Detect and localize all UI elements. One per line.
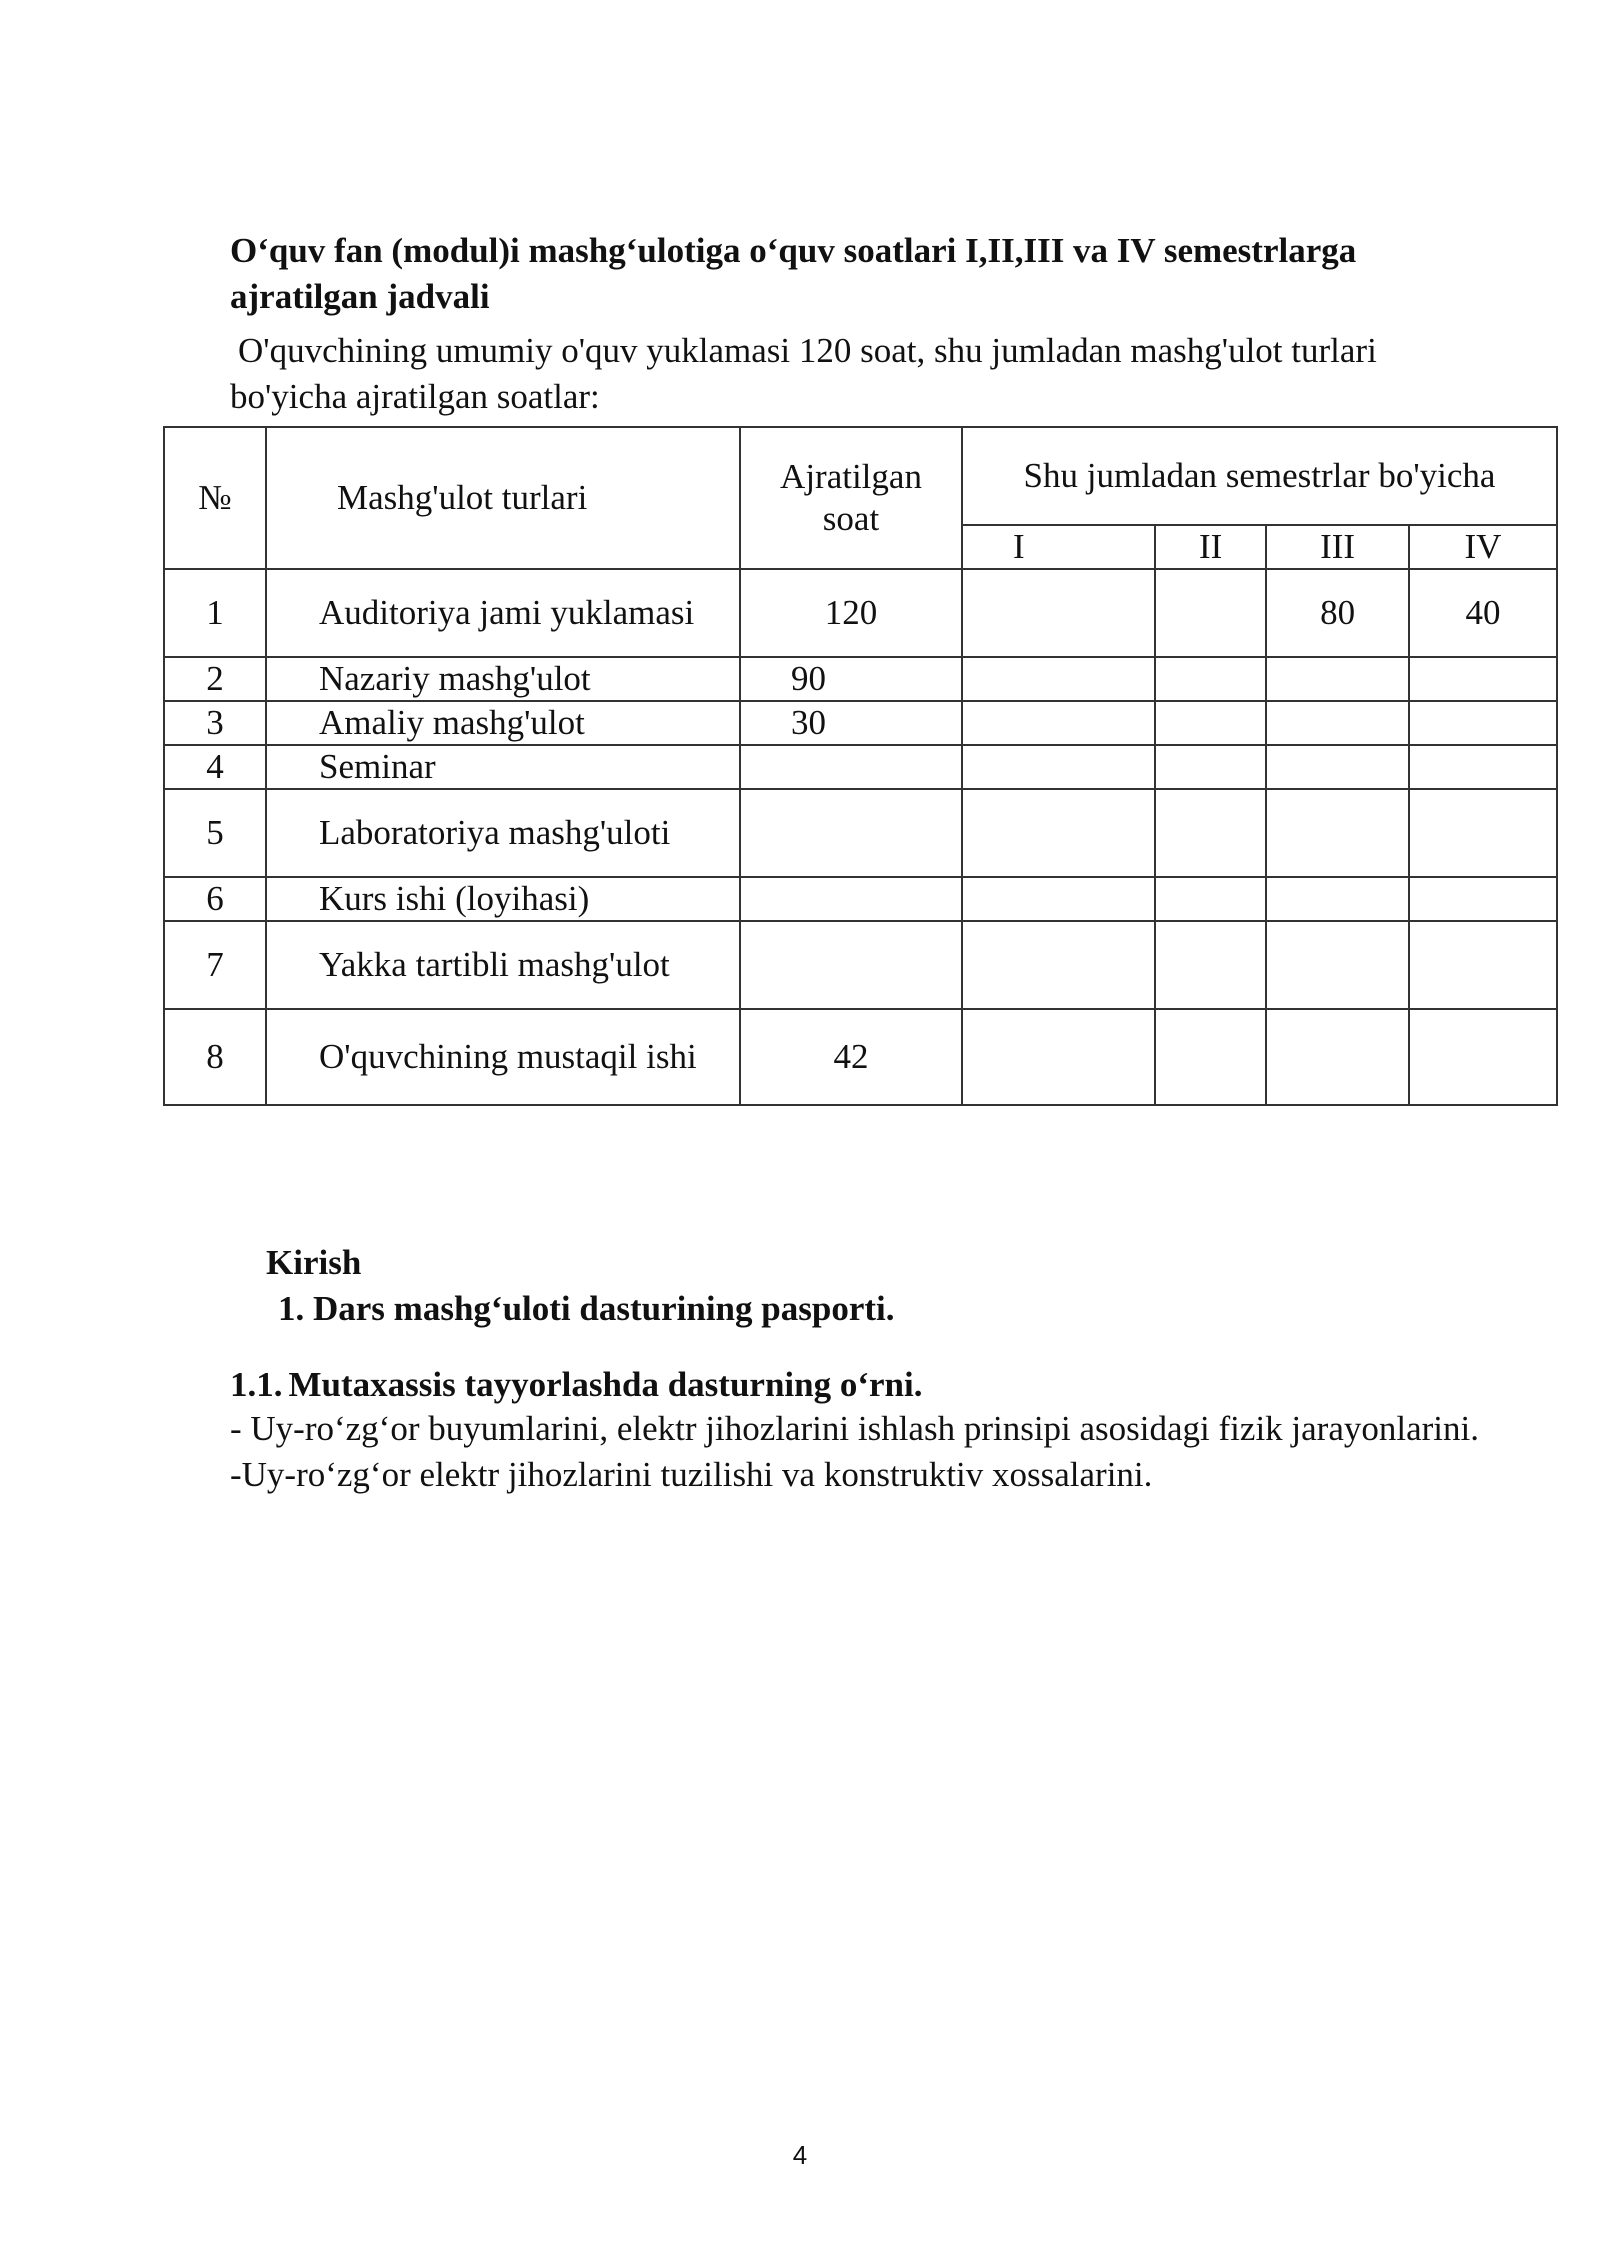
row-hours [740,789,962,877]
row-num: 1 [164,569,266,657]
row-sem-2 [1155,657,1266,701]
row-hours: 90 [740,657,962,701]
row-sem-1 [962,789,1155,877]
row-sem-4 [1409,877,1557,921]
row-hours [740,745,962,789]
subsection-title: Mutaxassis tayyorlashda dasturning o‘rni. [288,1365,923,1404]
row-sem-3 [1266,657,1409,701]
row-sem-3 [1266,921,1409,1009]
row-num: 2 [164,657,266,701]
row-sem-4 [1409,701,1557,745]
row-sem-3 [1266,877,1409,921]
table-row [164,789,1557,877]
row-hours: 42 [740,1009,962,1105]
paragraph: - Uy-ro‘zg‘or buyumlarini, elektr jihozlarini ishlash prinsipi asosidagi fizik jarayonlarini. [230,1409,1479,1448]
header-num: № [164,427,266,569]
table-header-row [164,427,1557,525]
row-num: 3 [164,701,266,745]
row-num: 6 [164,877,266,921]
header-sem-2: II [1155,525,1266,569]
row-sem-1 [962,921,1155,1009]
table-row [164,701,1557,745]
header-sem-4: IV [1409,525,1557,569]
intro-text [230,328,1530,420]
header-semesters: Shu jumladan semestrlar bo'yicha [962,427,1557,525]
row-type: Kurs ishi (loyihasi) [266,877,740,921]
row-sem-4 [1409,1009,1557,1105]
row-type: Seminar [266,745,740,789]
hours-table [163,426,1558,1106]
row-sem-3: 80 [1266,569,1409,657]
table-row [164,1009,1557,1105]
intro-line-1: O'quvchining umumiy o'quv yuklamasi 120 soat, shu jumladan mashg'ulot turlari [238,331,1377,370]
row-sem-2 [1155,1009,1266,1105]
table-row [164,745,1557,789]
row-sem-1 [962,1009,1155,1105]
row-sem-2 [1155,745,1266,789]
section-heading-kirish: Kirish [266,1243,362,1282]
page-title: O‘quv fan (modul)i mashg‘ulotiga o‘quv soatlari I,II,III va IV semestrlarga ajratilgan jadvali [230,231,1357,316]
row-sem-3 [1266,789,1409,877]
row-hours [740,877,962,921]
row-type: Yakka tartibli mashg'ulot [266,921,740,1009]
subsection-number: 1.1. [230,1365,283,1404]
row-sem-3 [1266,701,1409,745]
row-num: 7 [164,921,266,1009]
paragraph: -Uy-ro‘zg‘or elektr jihozlarini tuzilishi va konstruktiv xossalarini. [230,1455,1153,1494]
row-type: O'quvchining mustaqil ishi [266,1009,740,1105]
row-num: 5 [164,789,266,877]
table-row [164,921,1557,1009]
row-sem-2 [1155,921,1266,1009]
row-sem-2 [1155,569,1266,657]
subsection-heading [230,1362,922,1408]
header-sem-3: III [1266,525,1409,569]
intro-line-2: bo'yicha ajratilgan soatlar: [230,377,600,416]
header-type: Mashg'ulot turlari [266,427,740,569]
row-sem-3 [1266,1009,1409,1105]
header-hours: Ajratilgan soat [740,427,962,569]
row-sem-4 [1409,921,1557,1009]
row-sem-2 [1155,877,1266,921]
row-sem-2 [1155,701,1266,745]
row-type: Auditoriya jami yuklamasi [266,569,740,657]
row-num: 4 [164,745,266,789]
table-row [164,657,1557,701]
row-sem-1 [962,877,1155,921]
row-sem-4 [1409,745,1557,789]
row-sem-4 [1409,657,1557,701]
row-hours [740,921,962,1009]
row-hours: 120 [740,569,962,657]
row-sem-2 [1155,789,1266,877]
row-type: Laboratoriya mashg'uloti [266,789,740,877]
body-text [230,1406,1490,1498]
table-row [164,877,1557,921]
row-sem-4: 40 [1409,569,1557,657]
page-number: 4 [792,2140,808,2170]
header-sem-1: I [962,525,1155,569]
row-sem-3 [1266,745,1409,789]
row-sem-4 [1409,789,1557,877]
table-row [164,569,1557,657]
row-hours: 30 [740,701,962,745]
row-num: 8 [164,1009,266,1105]
row-sem-1 [962,701,1155,745]
row-sem-1 [962,745,1155,789]
row-sem-1 [962,657,1155,701]
row-sem-1 [962,569,1155,657]
section-heading-pasport: 1. Dars mashg‘uloti dasturining pasporti. [278,1289,895,1328]
row-type: Nazariy mashg'ulot [266,657,740,701]
row-type: Amaliy mashg'ulot [266,701,740,745]
